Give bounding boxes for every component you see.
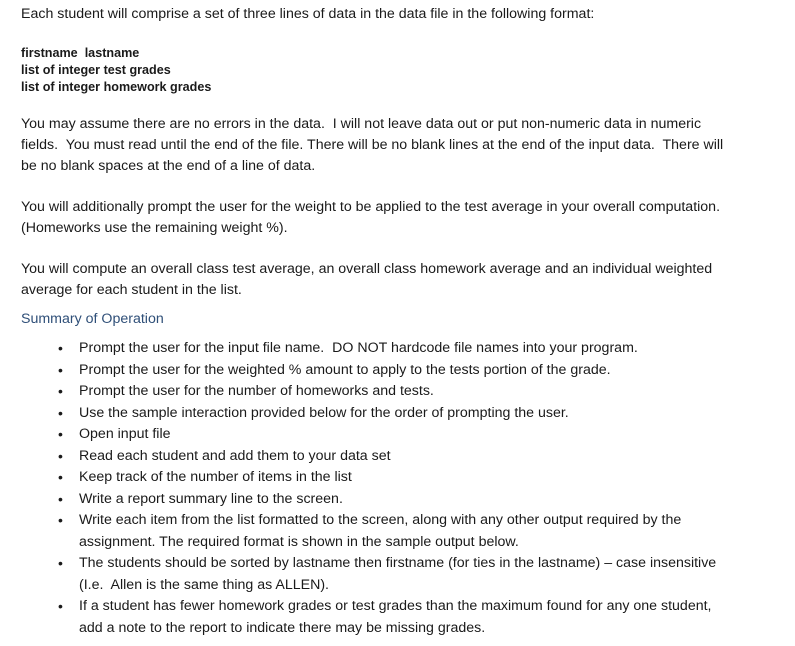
- list-item-text: Keep track of the number of items in the list: [79, 469, 352, 485]
- list-item-text: Write each item from the list formatted to the screen, along with any other output required by the assignment. The required format is shown in the sample output below.: [79, 512, 682, 550]
- list-item-text: The students should be sorted by lastname then firstname (for ties in the lastname) – case insensitive (I.e. Allen is the same thing as ALLEN).: [79, 555, 721, 593]
- list-item-text: Read each student and add them to your data set: [79, 447, 391, 464]
- list-item-text: Prompt the user for the number of homeworks and tests.: [79, 383, 434, 399]
- data-format-block: [21, 45, 781, 96]
- bullet-icon: •: [58, 490, 63, 507]
- list-item: [21, 596, 739, 639]
- list-item: [21, 489, 781, 511]
- bullet-icon: •: [58, 361, 63, 378]
- format-line-name: firstname lastname: [21, 46, 140, 60]
- list-item: [21, 403, 781, 425]
- list-item: [21, 467, 781, 489]
- bullet-icon: •: [58, 512, 63, 528]
- bullet-icon: •: [58, 598, 63, 614]
- list-item: [21, 446, 781, 468]
- bullet-icon: •: [58, 404, 63, 421]
- list-item: [21, 360, 781, 382]
- format-line-homework: list of integer homework grades: [21, 80, 212, 94]
- bullet-icon: •: [58, 340, 63, 356]
- list-item: [21, 553, 729, 596]
- bullet-icon: •: [58, 426, 63, 442]
- bullet-icon: •: [58, 383, 63, 399]
- document-body: [21, 4, 781, 639]
- bullet-icon: •: [58, 469, 63, 485]
- intro-paragraph: Each student will comprise a set of three lines of data in the data file in the following format:: [21, 6, 595, 22]
- averages-paragraph: You will compute an overall class test average, an overall class homework average and an individual weighted average for each student in the list.: [21, 261, 713, 298]
- assumptions-paragraph: You may assume there are no errors in the data. I will not leave data out or put non-numeric data in numeric fields. You must read until the end of the file. There will be no blank lines at the end of the input data. There will be no blank spaces at the end of a line of data.: [21, 116, 728, 174]
- summary-heading: Summary of Operation: [21, 311, 164, 327]
- bullet-icon: •: [58, 555, 63, 571]
- list-item-text: Prompt the user for the input file name. DO NOT hardcode file names into your program.: [79, 340, 638, 356]
- list-item: [21, 424, 781, 446]
- list-item-text: Use the sample interaction provided below for the order of prompting the user.: [79, 404, 569, 421]
- list-item-text: Write a report summary line to the screen.: [79, 490, 343, 507]
- bullet-icon: •: [58, 447, 63, 464]
- list-item: [21, 338, 781, 360]
- list-item-text: Open input file: [79, 426, 171, 442]
- list-item-text: If a student has fewer homework grades or test grades than the maximum found for any one student, add a note to the report to indicate there may be missing grades.: [79, 598, 712, 636]
- format-line-tests: list of integer test grades: [21, 63, 171, 77]
- weight-paragraph: You will additionally prompt the user for the weight to be applied to the test average in your overall computation. (Homeworks use the remaining weight %).: [21, 199, 728, 236]
- list-item: [21, 381, 781, 403]
- list-item-text: Prompt the user for the weighted % amount to apply to the tests portion of the grade.: [79, 361, 611, 378]
- operation-list: [21, 338, 781, 639]
- list-item: [21, 510, 739, 553]
